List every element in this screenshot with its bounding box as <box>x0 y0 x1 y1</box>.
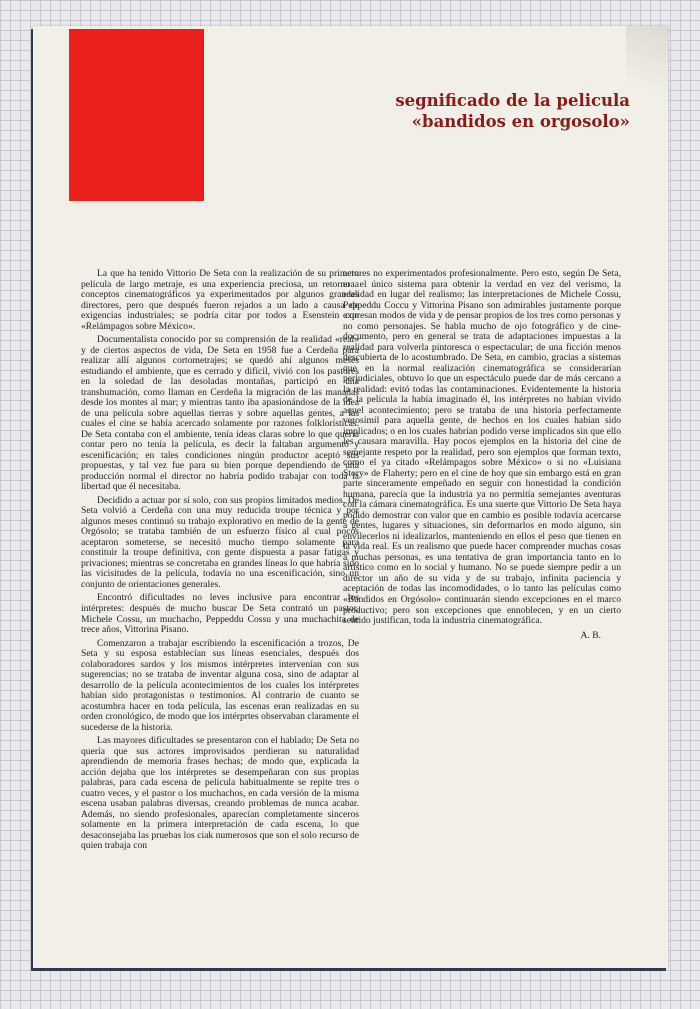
paragraph: Encontró dificultades no leves inclusive para encontrar los intérpretes: después de mucho buscar De Seta contrató un pastor, Michele Cossu, un muchacho, Peppeddu Cossu y una muchachita de trece años, Vittorina Pisano. <box>81 592 359 636</box>
author-signature: A. B. <box>580 629 601 641</box>
text-column-right <box>343 269 621 641</box>
paragraph: actores no experimentados profesionalmente. Pero esto, según De Seta, era el único sistema para obtenir la verdad en vez del verismo, la realidad en lugar del realismo; las interpretaciones de Michele Cossu, Peppeddu Coccu y Vittorina Pisano son admirables justamente porque expresan modos de vida y de pensar propios de los tres como personas y no como personajes. Se habla mucho de ojo fotográfico y de cine-documento, pero en general se trata de adaptaciones impuestas a la realidad para volverla pintoresca o espectacular; de una ficción menos descubierta de lo acostumbrado. De Seta, en cambio, gracias a sistemas que en la normal realización cinematográfica se considerarían perjudiciales, obtuvo lo que un espectáculo puede dar de más cercano a la realidad: evitó todas las contaminaciones. Evidentemente la historia de la película la había imaginado él, los intérpretes no habían vivido aquel acontecimiento; pero se trataba de una historia perfectamente verosímil para aquella gente, de hechos en los cuales habían sido implicados; o en los cuales habrían podido verse implicados sin que ello les causara maravilla. Hay pocos ejemplos en la historia del cine de semejante respeto por la realidad, pero son ejemplos que forman texto, como el ya citado «Relámpagos sobre México» o si no «Luisiana Story» de Flaherty; pero en el cine de hoy que sin embargo está en gran parte sinceramente empeñado en seguir con honestidad la condición humana, parecía que la industria ya no permitía semejantes aventuras con la cámara cinematográfica. Es una suerte que Vittorio De Seta haya podido demostrar con valor que en cambio es posible todavía acercarse a gentes, lugares y situaciones, sin deformarlos en modo alguno, sin envilecerlos ni idealizarlos, manteniendo en ellos el peso que tienen en la vida real. Es un realismo que puede hacer comprender muchas cosas a muchas personas, es una tentativa de gran importancia tanto en lo artístico como en lo social y humano. No se puede siempre pedir a un director un año de su vida y de su trabajo, infinita paciencia y aceptación de todas las incomodidades, o lo tanto las películas como «Bandidos en Orgósolo» continuarán siendo excepciones en el marco productivo; pero son excepciones que ennoblecen, y en un cierto sentido justifican, toda la industria cinematográfica. <box>343 268 621 627</box>
folded-corner <box>626 26 668 116</box>
paragraph: Comenzaron a trabajar escribiendo la escenificación a trozos, De Seta y su esposa establecían sus líneas esenciales, después dos colaboradores sardos y los mismos intérpretes intervenían con sus sugerencias; no se trataba de inventar alguna cosa, sino de adaptar al desarrollo de la película acontecimientos de los cuales los intérpretes habían sido protagonistas o testimonios. Al contrario de cuanto se acostumbra hacer en toda película, las escenas eran realizadas en su orden cronológico, de modo que los intérprtes observaban claramente el sucederse de la historia. <box>81 637 359 733</box>
paragraph: Documentalista conocido por su comprensión de la realidad «real» y de ciertos aspectos de vida, De Seta en 1958 fue a Cerdeña para realizar allí algunos cortometrajes; se quedó ahí algunos meses estudiando el ambiente, que es cerrado y difícil, vivió con los pastores en la soledad de las desoladas montañas, participó en una transhumación, como llaman en Cerdeña la migración de las manadas desde los montes al mar; y mientras tanto iba apasionándose de la idea de una película sobre aquellas tierras y sobre aquellas gentes, a las cuales el cine se había acercado solamente por razones folklorísticas. De Seta contaba con el ambiente, tenía ideas claras sobre lo que quería contar pero no tenía la película, es decir la faltaban argumento y escenificación; en tales condiciones ningún productor aceptó sus propuestas, y tal vez fue para su bien porque dependiendo de una producción normal el director no habría podido trabajar con toda la libertad que él necesitaba. <box>81 334 359 493</box>
article-title <box>395 90 630 132</box>
paragraph: La que ha tenido Vittorio De Seta con la realización de su primera película de largo metraje, es una experiencia preciosa, un retorno a conceptos cinematográficos ya experimentados por algunos grandes directores, pero que después fueron rejados a un lado a causa de exigencias industriales; se podría citar por todos a Esenstein con «Relámpagos sobre México». <box>81 268 359 332</box>
title-line-2: «bandidos en orgosolo» <box>411 112 630 131</box>
paragraph: Las mayores dificultades se presentaron con el hablado; De Seta no quería que sus actores improvisados perdieran su naturalidad aprendiendo de memoria frases hechas; de modo que, explicada la acción dejaba que los intérpretes se desempeñaran con sus propias palabras, para cada escena de película habitualmente se repite tres o cuatro veces, y el pastor o los muchachos, en cada versión de la misma escena usaban palabras diversas, creando problemas de nunca acabar. Además, no siendo profesionales, aparecían completamente sinceros solamente en la primera interpretación de cada escena, lo que desaconsejaba las pruebas los ciak numerosos que son el solo recurso de quien trabaja con <box>81 735 359 852</box>
paragraph: Decidido a actuar por sí solo, con sus propios limitados medios, De Seta volvió a Cerdeña con una muy reducida troupe técnica y por algunos meses continuó su trabajo explorativo en medio de la gente de Orgósolo; se trataba también de un esfuerzo físico al cual pocos aceptaron someterse, se necesitó mucho tiempo solamente para constituir la troupe definitiva, con gente dispuesta a pasar fatigas y privaciones; mientras se concretaba en grandes líneas lo que habría sido las vicisitudes de la película, todavía no una escenificación, sino un conjunto de orientaciones generales. <box>81 494 359 590</box>
red-color-block <box>69 29 204 201</box>
paper-sheet <box>33 26 668 968</box>
text-column-left <box>81 269 359 855</box>
title-line-1: segnificado de la pelicula <box>395 91 630 110</box>
